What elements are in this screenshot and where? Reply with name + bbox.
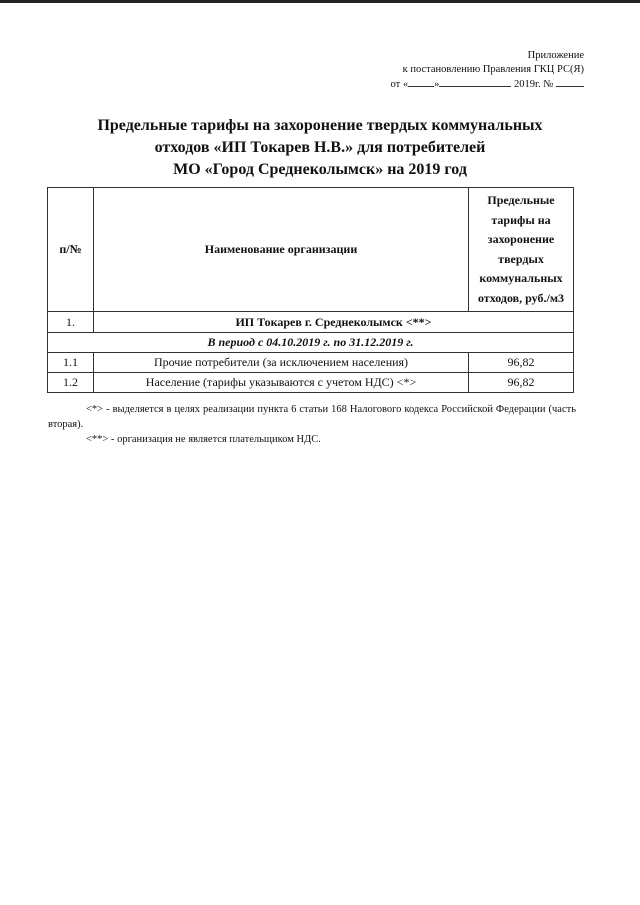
date-mid: » (434, 79, 440, 90)
footnote-not-vat-payer: <**> - организация не является плательщиком НДС. (86, 434, 321, 445)
date-suffix: 2019г. № (513, 79, 554, 90)
date-prefix: от « (390, 79, 409, 90)
org-num: 1. (48, 312, 94, 333)
org-row (48, 312, 574, 333)
tariffs-table (47, 187, 574, 393)
header-tariff: Предельные тарифы на захоронение твердых коммунальных отходов, руб./м3 (469, 188, 574, 312)
header-name: Наименование организации (94, 188, 469, 312)
footnotes (48, 402, 576, 447)
footnote-vat-allocation: <*> - выделяется в целях реализации пункта 6 статьи 168 Налогового кодекса Российской Федерации (часть вторая). (48, 404, 576, 430)
appendix-header (391, 49, 584, 92)
table-row (48, 353, 574, 373)
title-line-2: отходов «ИП Токарев Н.В.» для потребителей (154, 139, 486, 156)
row-name: Население (тарифы указываются с учетом НДС) <*> (94, 373, 469, 393)
top-border-line (0, 0, 640, 3)
day-blank (408, 77, 434, 87)
row-num: 1.2 (48, 373, 94, 393)
table-row (48, 373, 574, 393)
month-blank (439, 77, 511, 87)
row-value: 96,82 (469, 373, 574, 393)
period-label: В период с 04.10.2019 г. по 31.12.2019 г. (48, 333, 574, 353)
title-line-1: Предельные тарифы на захоронение твердых коммунальных (97, 117, 543, 134)
row-value: 96,82 (469, 353, 574, 373)
row-num: 1.1 (48, 353, 94, 373)
table-header-row (48, 188, 574, 312)
document-title (60, 115, 580, 181)
appendix-resolution: к постановлению Правления ГКЦ РС(Я) (402, 64, 584, 75)
header-num: п/№ (48, 188, 94, 312)
appendix-label: Приложение (527, 50, 584, 61)
org-name: ИП Токарев г. Среднеколымск <**> (94, 312, 574, 333)
period-row (48, 333, 574, 353)
appendix-date-line (391, 77, 584, 92)
row-name: Прочие потребители (за исключением населения) (94, 353, 469, 373)
number-blank (556, 77, 584, 87)
title-line-3: МО «Город Среднеколымск» на 2019 год (173, 161, 467, 178)
